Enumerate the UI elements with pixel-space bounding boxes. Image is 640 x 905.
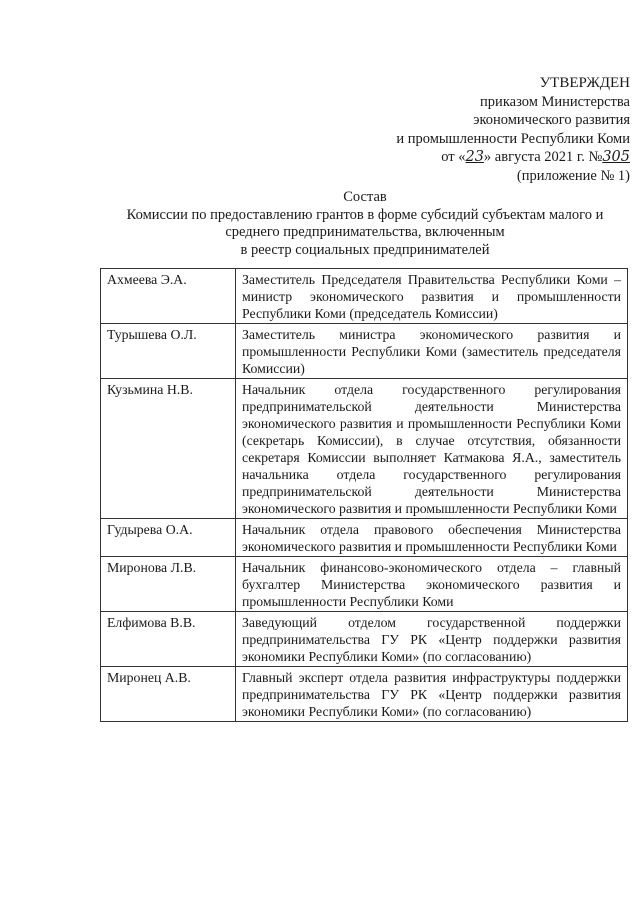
handwritten-day: 23: [465, 149, 484, 165]
member-name: Миронец А.В.: [101, 667, 236, 722]
member-role: Заместитель Председателя Правительства Республики Коми – министр экономического развития и промышленности Республики Коми (председатель Комиссии): [236, 269, 628, 324]
member-role: Главный эксперт отдела развития инфраструктуры поддержки предпринимательства ГУ РК «Центр поддержки развития экономики Республики Коми» (по согласованию): [236, 667, 628, 722]
approval-order-line: приказом Министерства: [480, 93, 630, 110]
approval-appendix-line: (приложение № 1): [516, 167, 630, 184]
member-name: Гудырева О.А.: [101, 519, 236, 557]
member-name: Елфимова В.В.: [101, 612, 236, 667]
document-heading: [100, 189, 630, 259]
date-middle: » августа 2021 г. №: [483, 149, 603, 165]
table-row: [101, 324, 628, 379]
member-name: Миронова Л.В.: [101, 557, 236, 612]
table-row: [101, 612, 628, 667]
heading-subtitle-2: среднего предпринимательства, включенным: [225, 224, 505, 240]
date-prefix: от «: [441, 149, 466, 165]
handwritten-order-number: 305: [602, 149, 630, 165]
table-row: [101, 269, 628, 324]
approval-ministry-line: экономического развития: [473, 112, 630, 128]
heading-subtitle-3: в реестр социальных предпринимателей: [240, 241, 490, 258]
member-name: Кузьмина Н.В.: [101, 379, 236, 519]
member-name: Ахмеева Э.А.: [101, 269, 236, 324]
approval-date-line: [396, 148, 630, 167]
commission-members-table: [100, 268, 628, 722]
approval-ministry-line-2: и промышленности Республики Коми: [396, 130, 630, 147]
member-name: Турышева О.Л.: [101, 324, 236, 379]
table-row: [101, 519, 628, 557]
member-role: Заместитель министра экономического развития и промышленности Республики Коми (заместитель председателя Комиссии): [236, 324, 628, 379]
table-row: [101, 667, 628, 722]
member-role: Начальник финансово-экономического отдела – главный бухгалтер Министерства экономического развития и промышленности Республики Коми: [236, 557, 628, 612]
heading-title: Состав: [343, 189, 387, 205]
approval-title: УТВЕРЖДЕН: [539, 75, 630, 91]
approval-block: [396, 74, 630, 185]
member-role: Начальник отдела государственного регулирования предпринимательской деятельности Министерства экономического развития и промышленности Республики Коми (секретарь Комиссии), в случае отсутствия, обязанности секретаря Комиссии выполняет Катмакова Я.А., заместитель начальника отдела государственного регулирования предпринимательской деятельности Министерства экономического развития и промышленности Республики Коми: [236, 379, 628, 519]
member-role: Заведующий отделом государственной поддержки предпринимательства ГУ РК «Центр поддержки развития экономики Республики Коми» (по согласованию): [236, 612, 628, 667]
heading-subtitle-1: Комиссии по предоставлению грантов в форме субсидий субъектам малого и: [126, 206, 604, 223]
member-role: Начальник отдела правового обеспечения Министерства экономического развития и промышленности Республики Коми: [236, 519, 628, 557]
table-row: [101, 557, 628, 612]
table-row: [101, 379, 628, 519]
